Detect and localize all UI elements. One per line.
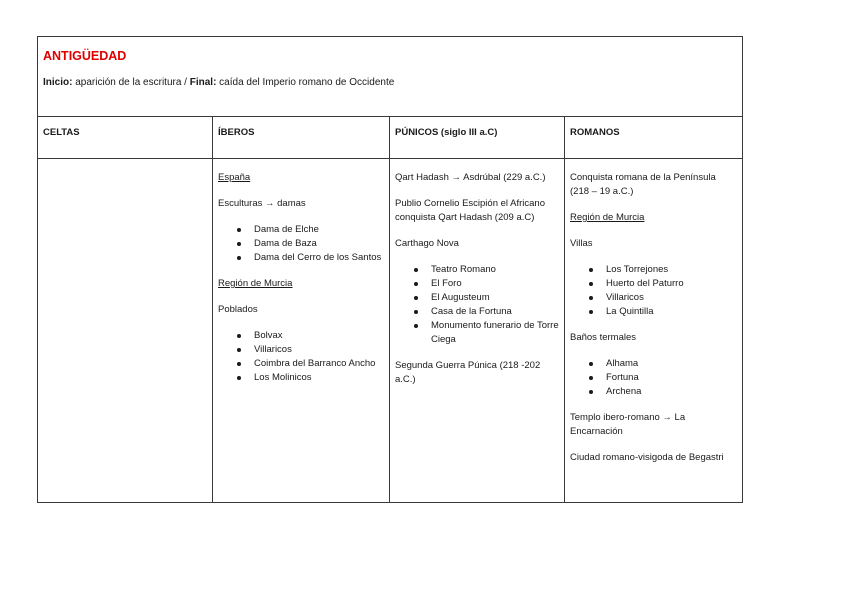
punicos-carthago-nova: Carthago Nova: [395, 238, 459, 249]
romanos-villas: Villas: [570, 238, 593, 249]
poblados-list: [218, 329, 384, 385]
iberos-region: Región de Murcia: [218, 278, 293, 289]
iberos-esculturas: Esculturas → damas: [218, 198, 306, 209]
list-item: Bolvax: [254, 329, 384, 343]
iberos-cell: [213, 159, 390, 503]
villas-list: [570, 263, 737, 319]
column-header-romanos: ROMANOS: [565, 117, 743, 159]
banos-list: [570, 357, 737, 399]
page-title: ANTIGÜEDAD: [43, 49, 127, 63]
column-header-punicos: PÚNICOS (siglo III a.C): [390, 117, 565, 159]
iberos-espana: España: [218, 172, 251, 183]
list-item: El Foro: [431, 277, 559, 291]
period-subtitle: [43, 76, 737, 90]
list-item: Dama del Cerro de los Santos: [254, 251, 384, 265]
romanos-ciudad: Ciudad romano-visigoda de Begastri: [570, 452, 724, 463]
header-row: [38, 37, 743, 117]
list-item: Villaricos: [606, 291, 737, 305]
list-item: Los Torrejones: [606, 263, 737, 277]
inicio-label: Inicio:: [43, 77, 73, 88]
list-item: Villaricos: [254, 343, 384, 357]
column-header-iberos: ÍBEROS: [213, 117, 390, 159]
list-item: Coimbra del Barranco Ancho: [254, 357, 384, 371]
column-header-row: [38, 117, 743, 159]
inicio-text: aparición de la escritura /: [72, 77, 190, 88]
list-item: La Quintilla: [606, 305, 737, 319]
damas-list: [218, 223, 384, 265]
carthago-nova-list: [395, 263, 559, 347]
list-item: Dama de Baza: [254, 237, 384, 251]
romanos-cell: [565, 159, 743, 503]
list-item: Dama de Elche: [254, 223, 384, 237]
list-item: Alhama: [606, 357, 737, 371]
list-item: Archena: [606, 385, 737, 399]
iberos-poblados: Poblados: [218, 304, 258, 315]
final-text: caída del Imperio romano de Occidente: [216, 77, 395, 88]
list-item: El Augusteum: [431, 291, 559, 305]
list-item: Huerto del Paturro: [606, 277, 737, 291]
romanos-templo: Templo ibero-romano → La Encarnación: [570, 412, 686, 437]
punicos-escipion: Publio Cornelio Escipión el Africano conquista Qart Hadash (209 a.C): [395, 198, 545, 223]
punicos-segunda-guerra: Segunda Guerra Púnica (218 -202 a.C.): [395, 360, 541, 385]
punicos-qart-hadash: Qart Hadash → Asdrúbal (229 a.C.): [395, 172, 546, 183]
romanos-conquista: Conquista romana de la Península (218 – 19 a.C.): [570, 172, 716, 197]
list-item: Los Molinicos: [254, 371, 384, 385]
romanos-banos: Baños termales: [570, 332, 637, 343]
romanos-region: Región de Murcia: [570, 212, 645, 223]
antiguedad-table: [37, 36, 743, 503]
list-item: Fortuna: [606, 371, 737, 385]
content-row: [38, 159, 743, 503]
final-label: Final:: [189, 77, 217, 88]
header-cell: [38, 37, 743, 117]
list-item: Teatro Romano: [431, 263, 559, 277]
list-item: Casa de la Fortuna: [431, 305, 559, 319]
celtas-cell: [38, 159, 213, 503]
list-item: Monumento funerario de Torre Ciega: [431, 320, 559, 345]
punicos-cell: [390, 159, 565, 503]
column-header-celtas: CELTAS: [38, 117, 213, 159]
